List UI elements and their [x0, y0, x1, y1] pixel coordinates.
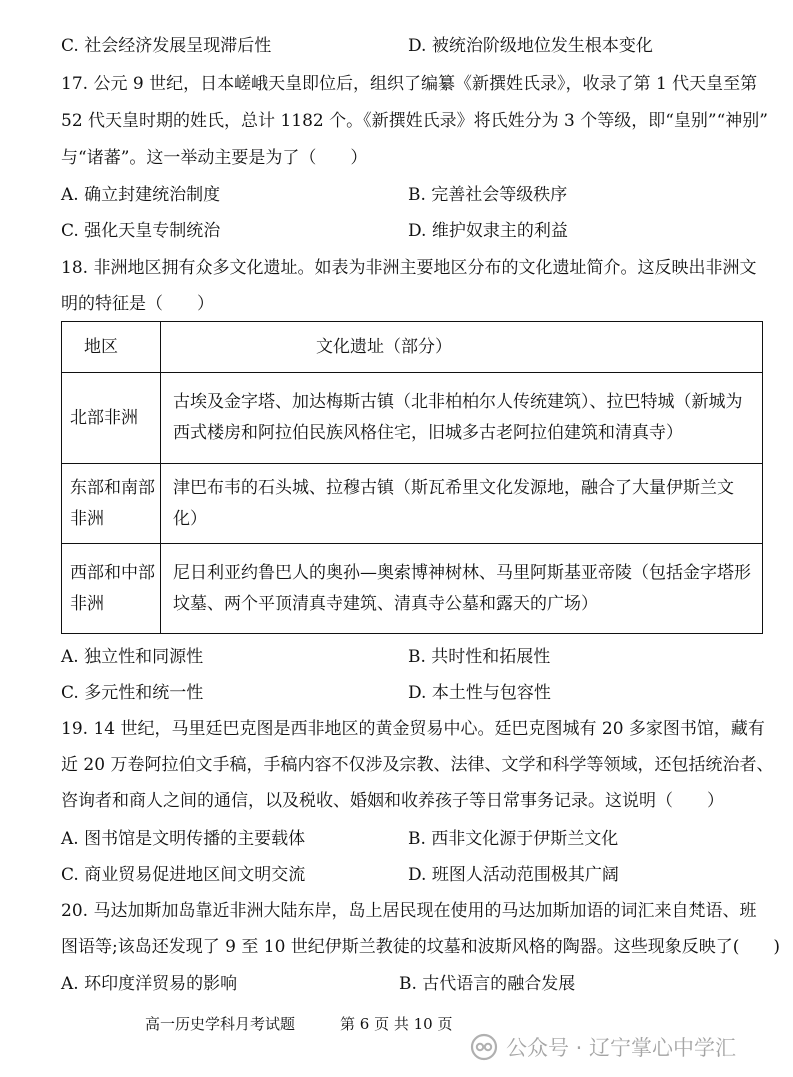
table-header-sites: 文化遗址（部分） [161, 322, 763, 373]
q19-option-a: A. 图书馆是文明传播的主要载体 [61, 829, 306, 849]
region-text: 东部和南部 [70, 477, 155, 498]
q18-option-c: C. 多元性和统一性 [61, 683, 204, 703]
footer-page-info: 第 6 页 共 10 页 [340, 1015, 453, 1033]
q18-stem-line: 明的特征是（ ） [61, 294, 214, 314]
region-cell [62, 544, 161, 634]
q19-stem-line: 咨询者和商人之间的通信，以及税收、婚姻和收养孩子等日常事务记录。这说明（ ） [61, 791, 724, 811]
sites-text-line: 西式楼房和阿拉伯民族风格住宅，旧城多古老阿拉伯建筑和清真寺） [173, 423, 683, 443]
q19-option-b: B. 西非文化源于伊斯兰文化 [408, 829, 619, 849]
region-text: 北部非洲 [70, 407, 138, 428]
q17-option-b: B. 完善社会等级秩序 [408, 185, 568, 205]
watermark [470, 1032, 736, 1062]
q16-option-c: C. 社会经济发展呈现滞后性 [61, 36, 272, 56]
q17-stem-line: 17. 公元 9 世纪，日本嵯峨天皇即位后，组织了编纂《新撰姓氏录》，收录了第 1 代天皇至第 [61, 74, 758, 94]
sites-cell [161, 464, 763, 544]
sites-text-line: 尼日利亚约鲁巴人的奥孙—奥索博神树林、马里阿斯基亚帝陵（包括金字塔形 [173, 562, 751, 583]
sites-cell [161, 373, 763, 464]
sites-cell [161, 544, 763, 634]
footer-exam-title: 高一历史学科月考试题 [145, 1015, 296, 1033]
region-text: 非洲 [70, 593, 104, 614]
q20-stem-line: 图语等;该岛还发现了 9 至 10 世纪伊斯兰教徒的坟墓和波斯风格的陶器。这些现象反映了( ) [61, 937, 781, 957]
sites-text-line: 津巴布韦的石头城、拉穆古镇（斯瓦希里文化发源地，融合了大量伊斯兰文化） [173, 477, 734, 529]
q18-option-b: B. 共时性和拓展性 [408, 647, 551, 667]
q19-option-d: D. 班图人活动范围极其广阔 [408, 865, 619, 885]
q16-option-d: D. 被统治阶级地位发生根本变化 [408, 36, 653, 56]
region-cell [62, 373, 161, 464]
q18-option-d: D. 本土性与包容性 [408, 683, 551, 703]
q17-stem-line: 52 代天皇时期的姓氏，总计 1182 个。《新撰姓氏录》将氏姓分为 3 个等级，即“皇别”“神别” [61, 111, 768, 131]
sites-text-line: 古埃及金字塔、加达梅斯古镇（北非柏柏尔人传统建筑）、拉巴特城（新城为 [173, 392, 743, 412]
q17-option-d: D. 维护奴隶主的利益 [408, 221, 568, 241]
cultural-sites-table [61, 321, 763, 634]
q19-option-c: C. 商业贸易促进地区间文明交流 [61, 865, 306, 885]
q17-stem-line: 与“诸蕃”。这一举动主要是为了（ ） [61, 148, 368, 168]
q17-option-c: C. 强化天皇专制统治 [61, 221, 221, 241]
q20-option-a: A. 环印度洋贸易的影响 [61, 974, 238, 994]
watermark-text: 公众号 · 辽宁掌心中学汇 [506, 1036, 737, 1060]
table-row [62, 373, 763, 464]
region-cell [62, 464, 161, 544]
q19-stem-line: 近 20 万卷阿拉伯文手稿，手稿内容不仅涉及宗教、法律、文学和科学等领域，还包括统治者、 [61, 755, 774, 775]
table-row [62, 464, 763, 544]
table-header-region: 地区 [62, 322, 161, 373]
table-row [62, 544, 763, 634]
region-text: 非洲 [70, 508, 104, 529]
wechat-official-account-icon [470, 1033, 498, 1061]
q20-stem-line: 20. 马达加斯加岛靠近非洲大陆东岸，岛上居民现在使用的马达加斯加语的词汇来自梵语、班 [61, 901, 757, 921]
q17-option-a: A. 确立封建统治制度 [61, 185, 221, 205]
q19-stem-line: 19. 14 世纪，马里廷巴克图是西非地区的黄金贸易中心。廷巴克图城有 20 多家图书馆，藏有 [61, 719, 765, 739]
q20-option-b: B. 古代语言的融合发展 [399, 974, 576, 994]
q18-option-a: A. 独立性和同源性 [61, 647, 204, 667]
region-text: 西部和中部 [70, 562, 155, 583]
q18-stem-line: 18. 非洲地区拥有众多文化遗址。如表为非洲主要地区分布的文化遗址简介。这反映出非洲文 [61, 258, 757, 278]
sites-text-line: 坟墓、两个平顶清真寺建筑、清真寺公墓和露天的广场） [173, 593, 598, 614]
